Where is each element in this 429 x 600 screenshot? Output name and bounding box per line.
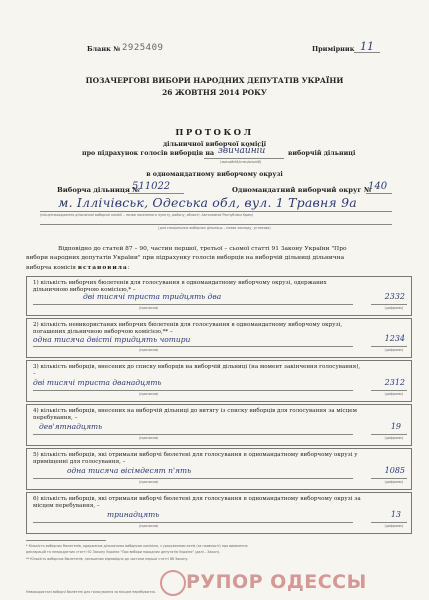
item-1-number-underline (371, 304, 407, 305)
intro-text-1: Відповідно до статей 87 – 90, частин першої, третьої – сьомої статті 91 Закону України "Про (58, 246, 347, 252)
precinct-label: Виборча дільниця № (57, 186, 140, 194)
item-6-number-underline (371, 522, 407, 523)
item-3-number-underline (371, 390, 407, 391)
commission-type-caption: (звичайній/спеціальній) (220, 160, 262, 164)
address-caption-2: (для спеціальних виборчих дільниць – назва закладу, установи) (158, 226, 271, 230)
item-3-words: дві тисячі триста дванадцять (33, 378, 162, 387)
commission-type-underline (204, 158, 284, 159)
watermark-logo-icon (160, 570, 186, 596)
item-1-words: дві тисячі триста тридцять два (83, 292, 222, 301)
protocol-heading: ПРОТОКОЛ (175, 128, 254, 138)
item-1-number-caption: (цифрами) (384, 306, 403, 310)
item-2-number: 1234 (384, 334, 405, 343)
footnote-2: декларацій та непридатних статті 92 Закону України "Про вибори народних депутатів України" (далі – Закон). (26, 550, 220, 554)
district-underline (366, 193, 392, 194)
intro-colon: : (127, 265, 130, 271)
item-1-number: 2332 (384, 292, 405, 301)
copy-label: Примірник (312, 45, 355, 53)
item-5-words: одна тисяча вісімдесят п'ять (67, 466, 192, 475)
item-4-words-caption: (прописом) (139, 436, 159, 440)
copy-underline (354, 52, 380, 53)
district-type-line: в одномандатному виборчому окрузі (146, 171, 283, 178)
item-3-words-underline (33, 390, 353, 391)
item-2-words-underline (33, 346, 353, 347)
item-2-text: 2) кількість невикористаних виборчих бюлетенів для голосування в одномандатному виборчому окрузі, погашених дільничною виборчою комісією,** – (33, 322, 343, 335)
item-5-words-caption: (прописом) (139, 480, 159, 484)
item-5-number-caption: (цифрами) (384, 480, 403, 484)
item-6-words-underline (33, 522, 353, 523)
item-2-number-caption: (цифрами) (384, 348, 403, 352)
item-3-box (26, 360, 412, 402)
item-2-words-caption: (прописом) (139, 348, 159, 352)
item-5-number-underline (371, 478, 407, 479)
count-line-prefix: про підрахунок голосів виборців на (82, 150, 215, 157)
blank-number: 2925409 (122, 43, 164, 53)
commission-type-handwritten: звичайній (218, 146, 266, 156)
address-caption: (місцезнаходження дільничної виборчої комісії – назва населеного пункту, району, області, Автономної Республіки Крим) (40, 213, 254, 217)
district-label: Одномандатний виборчий округ № (232, 186, 372, 194)
protocol-subheading: дільничної виборчої комісії (162, 141, 267, 148)
watermark: РУПОР ОДЕССЫ (186, 571, 367, 593)
item-5-words-underline (33, 478, 353, 479)
footnote-1: * Кількість виборчих бюлетенів, одержаних дільничною виборчою комісією, з урахуванням актів (за наявності) про виявлення (26, 544, 248, 548)
intro-text-3-start: виборча комісія (26, 265, 76, 271)
item-2-words: одна тисяча двісті тридцять чотири (33, 335, 191, 344)
copy-number: 11 (360, 40, 374, 53)
item-3-text: 3) кількість виборців, внесених до списку виборців на виборчій дільниці (на момент закінчення голосування), – (33, 364, 361, 377)
item-1-box (26, 276, 412, 316)
item-2-number-underline (371, 346, 407, 347)
item-6-number: 13 (390, 510, 401, 519)
item-1-text: 1) кількість виборчих бюлетенів для голосування в одномандатному виборчому окрузі, одержаних дільничною виборчою комісією,* – (33, 280, 327, 293)
intro-text-2: вибори народних депутатів України" при підрахунку голосів виборців на виборчій дільниці дільнична (26, 255, 345, 261)
item-6-words-caption: (прописом) (139, 524, 159, 528)
item-5-box (26, 448, 412, 490)
count-line-suffix: виборчій дільниці (288, 150, 356, 157)
address-underline-2 (40, 224, 392, 225)
footnote-4: Невикористані виборчі бюлетені для голосування за місцем перебування. (26, 590, 156, 594)
intro-bold: встановила (77, 264, 128, 271)
item-4-number-underline (371, 434, 407, 435)
item-1-words-caption: (прописом) (139, 306, 159, 310)
item-3-number-caption: (цифрами) (384, 392, 403, 396)
item-4-words-underline (33, 434, 353, 435)
item-1-words-underline (33, 304, 353, 305)
item-6-words: тринадцять (107, 510, 160, 519)
footnote-3: ** Кількість виборчих бюлетенів, погашених відповідно до частини першої статті 88 Закону. (26, 557, 189, 561)
footnote-separator (26, 540, 106, 541)
item-6-text: 6) кількість виборців, які отримали виборчі бюлетені для голосування в одномандатному виборчому окрузі за місцем перебування, – (33, 496, 361, 509)
item-3-words-caption: (прописом) (139, 392, 159, 396)
item-4-text: 4) кількість виборців, внесених на виборчій дільниці до витягу із списку виборців для голосування за місцем перебування, – (33, 408, 357, 421)
blank-label: Бланк № (87, 45, 121, 53)
precinct-number: 511022 (132, 181, 171, 192)
item-4-box (26, 404, 412, 446)
precinct-underline (128, 193, 184, 194)
election-date: 26 ЖОВТНЯ 2014 РОКУ (162, 88, 267, 97)
address-handwritten: м. Іллічівськ, Одеська обл, вул. 1 Травня 9а (58, 195, 357, 210)
item-5-text: 5) кількість виборців, які отримали виборчі бюлетені для голосування в одномандатному виборчому окрузі у приміщенні для голосування, – (33, 452, 358, 465)
item-5-number: 1085 (384, 466, 405, 475)
item-4-number: 19 (390, 422, 401, 431)
address-underline (40, 211, 392, 212)
item-6-box (26, 492, 412, 534)
item-2-box (26, 318, 412, 358)
item-4-words: дев'ятнадцять (39, 422, 103, 431)
district-number: 140 (368, 181, 388, 192)
intro-text-3 (26, 264, 130, 271)
item-4-number-caption: (цифрами) (384, 436, 403, 440)
item-6-number-caption: (цифрами) (384, 524, 403, 528)
election-title: ПОЗАЧЕРГОВІ ВИБОРИ НАРОДНИХ ДЕПУТАТІВ УКРАЇНИ (85, 76, 344, 85)
item-3-number: 2312 (384, 378, 405, 387)
